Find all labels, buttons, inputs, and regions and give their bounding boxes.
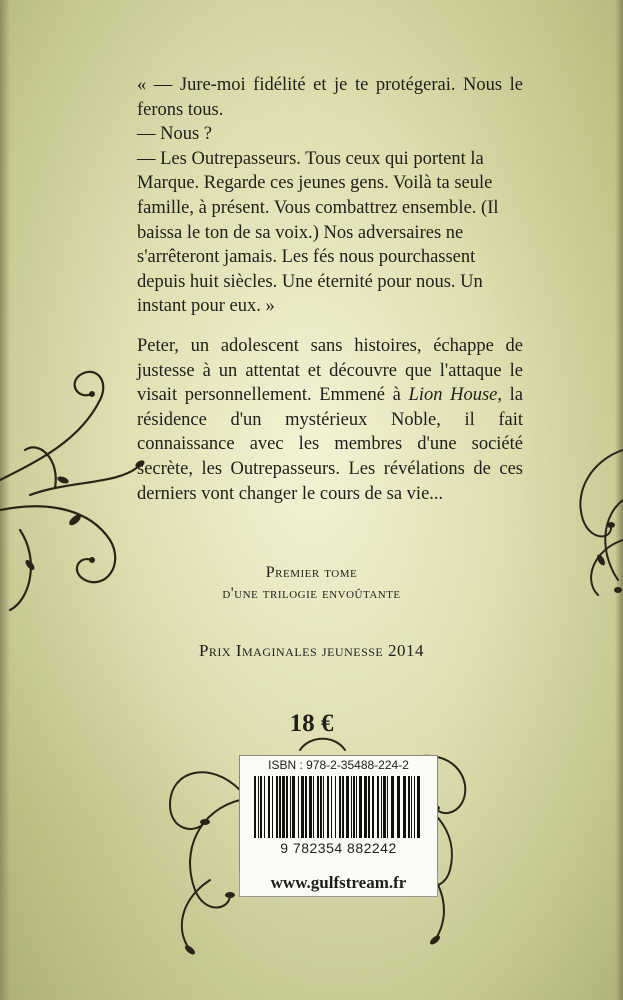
price: 18 € <box>289 710 334 737</box>
barcode-bar <box>403 776 406 838</box>
barcode-bar <box>356 776 357 838</box>
barcode-bar <box>346 776 349 838</box>
barcode-bar <box>290 776 291 838</box>
barcode-bar <box>320 776 322 838</box>
barcode-bar <box>317 776 319 838</box>
summary-place-name: Lion House <box>408 385 498 406</box>
barcode-bar <box>397 776 400 838</box>
barcode-bar <box>342 776 344 838</box>
barcode-bar <box>411 776 412 838</box>
barcode-bar <box>292 776 295 838</box>
barcode-bar <box>335 776 336 838</box>
barcode-bar <box>368 776 370 838</box>
barcode-bar <box>264 776 265 838</box>
barcode-bar <box>260 776 262 838</box>
barcode-bar <box>305 776 307 838</box>
barcode-bar <box>331 776 332 838</box>
barcode-bar <box>301 776 304 838</box>
barcode-bar <box>381 776 382 838</box>
barcode-bar <box>272 776 273 838</box>
quote-paragraph: — Nous ? <box>137 124 213 145</box>
barcode-bar <box>254 776 256 838</box>
book-summary <box>137 334 523 506</box>
barcode-bar <box>282 776 285 838</box>
barcode-bar <box>339 776 341 838</box>
excerpt-quote <box>137 73 523 319</box>
barcode-bar <box>364 776 367 838</box>
isbn-number: ISBN : 978-2-35488-224-2 <box>268 758 409 772</box>
summary-text-end: , la résidence d'un mystérieux Noble, il fait connaissance avec les membres d'une société secrète, les Outrepasseurs. Les révélations de ces derniers vont changer le cours de sa vie... <box>137 385 524 504</box>
barcode-bar <box>391 776 394 838</box>
barcode-bar <box>372 776 374 838</box>
barcode-bar <box>351 776 352 838</box>
barcode-label <box>239 755 438 872</box>
barcode-bar <box>408 776 410 838</box>
publisher-website: www.gulfstream.fr <box>239 871 438 897</box>
barcode-bars <box>254 776 424 838</box>
barcode-bar <box>309 776 312 838</box>
ean-number: 9 782354 882242 <box>280 840 397 856</box>
award-line: Prix Imaginales jeunesse 2014 <box>198 641 425 660</box>
barcode-bar <box>279 776 281 838</box>
barcode-bar <box>298 776 299 838</box>
quote-paragraph: « — Jure-moi fidélité et je te protégerai. Nous le ferons tous. <box>137 75 523 120</box>
tagline-line-2: d'une trilogie envoûtante <box>222 585 401 602</box>
barcode-bar <box>387 776 388 838</box>
barcode-bar <box>383 776 386 838</box>
barcode-bar <box>353 776 355 838</box>
barcode-bar <box>327 776 329 838</box>
tagline-line-1: Premier tome <box>265 564 358 581</box>
barcode-bar <box>286 776 288 838</box>
barcode-bar <box>417 776 420 838</box>
barcode-bar <box>414 776 415 838</box>
quote-paragraph: — Les Outrepasseurs. Tous ceux qui portent la Marque. Regarde ces jeunes gens. Voilà ta seule famille, à présent. Vous combattrez ensemble. (Il baissa le ton de sa voix.) Nos adversaires ne s'arrêteront jamais. Les fés nous pourchassent depuis huit siècles. Une éternité pour nous. Un instant pour eux. » <box>137 148 499 317</box>
summary-text-start: Peter, un adolescent sans histoires, échappe de justesse à un attentat et découvre que l'attaque le visait personnellement. Emmené à <box>137 336 523 406</box>
barcode-bar <box>268 776 270 838</box>
barcode-bar <box>276 776 278 838</box>
barcode-bar <box>359 776 362 838</box>
barcode-bar <box>323 776 324 838</box>
barcode-bar <box>377 776 379 838</box>
barcode-bar <box>258 776 259 838</box>
barcode-bar <box>313 776 314 838</box>
